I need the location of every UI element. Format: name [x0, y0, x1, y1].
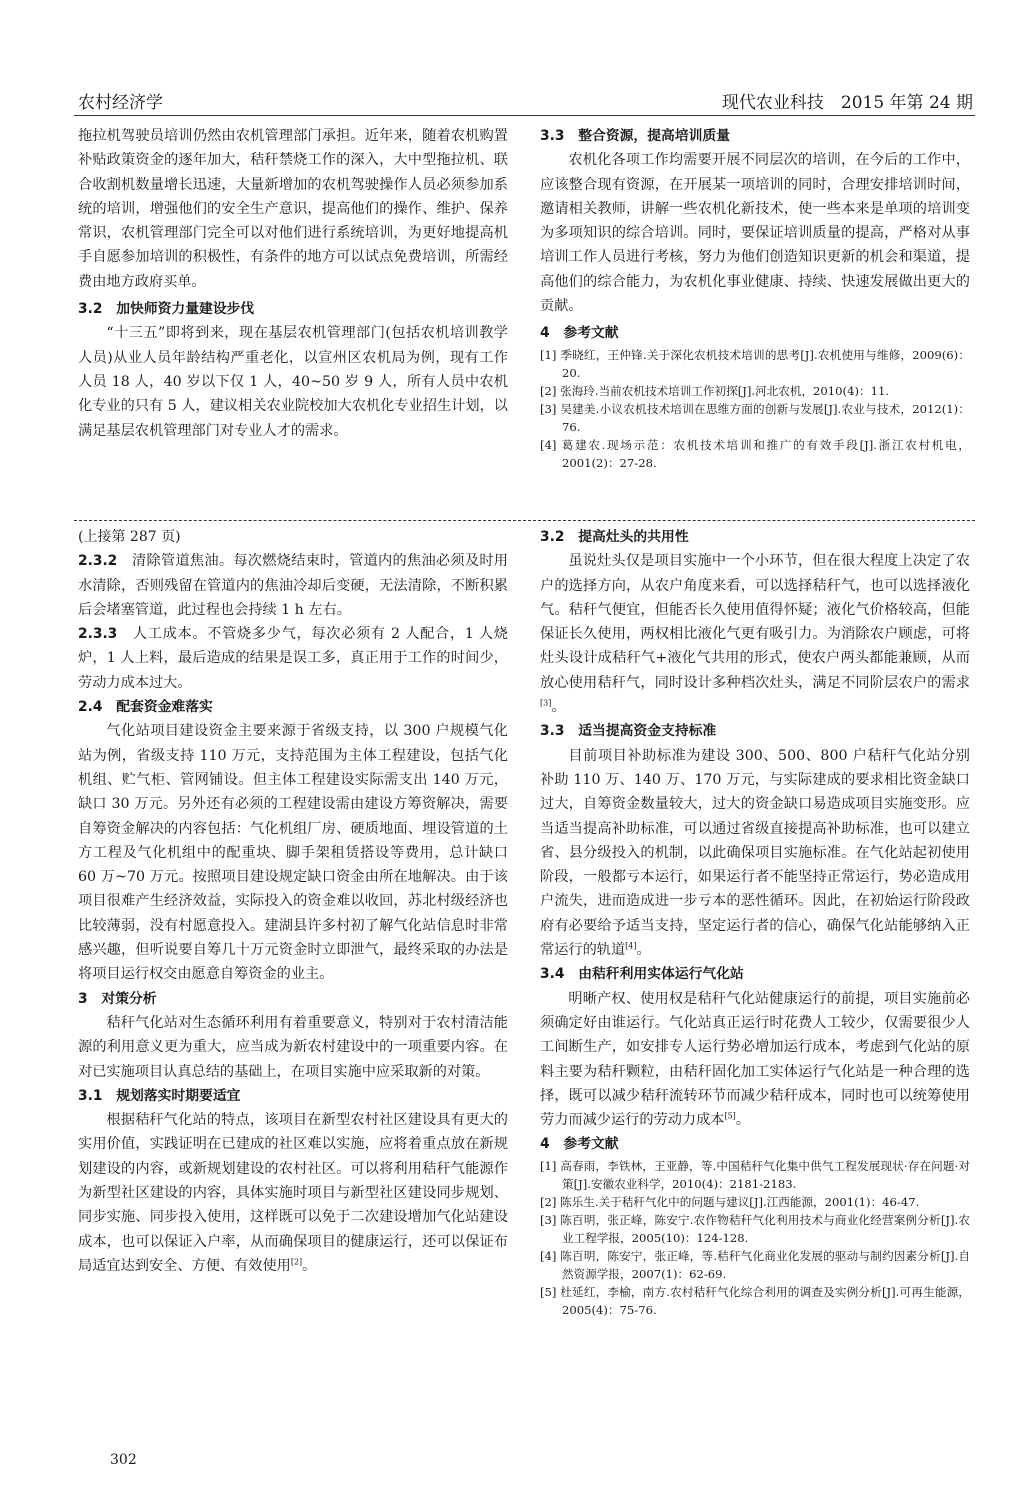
citation-2: [2] — [290, 1257, 303, 1267]
reference-item: [2] 张海玲.当前农机技术培训工作初探[J].河北农机，2010(4)：11. — [540, 383, 890, 398]
top-left-column — [78, 124, 508, 443]
heading-references-bottom: 4 参考文献 — [540, 1136, 619, 1153]
text-stove: 虽说灶头仅是项目实施中一个小环节，但在很大程度上决定了农户的选择方向，从农户角度来看，可以选择秸秆气，也可以选择液化气。秸秆气便宜，但能否长久使用值得怀疑；液化气价格较高，但能保证长久使用，两权相比液化气更有吸引力。为消除农户顾虑，可将灶头设计成秸秆气+液化气共用的形式，使农户两头都能兼顾，从而放心使用秸秆气，同时设计多种档次灶头，满足不同阶层农户的需求 — [540, 553, 970, 691]
bottom-left-column — [78, 525, 508, 1278]
text-2-3-3: 人工成本。不管烧多少气，每次必须有 2 人配合，1 人烧炉，1 人上料，最后造成的结果是误工多，真正用于工作的时间少，劳动力成本过大。 — [78, 626, 508, 691]
heading-3-2-faculty: 3.2 加快师资力量建设步伐 — [78, 301, 255, 318]
page-number: 302 — [110, 1452, 137, 1468]
heading-references-top: 4 参考文献 — [540, 325, 619, 342]
paragraph-countermeasures: 秸秆气化站对生态循环利用有着重要意义，特别对于农村清洁能源的利用意义更为重大，应当成为新农村建设中的一项重要内容。在对已实施项目认真总结的基础上，在项目实施中应采取新的对策。 — [78, 1014, 508, 1080]
reference-item: [1] 高春雨，李铁林，王亚静，等.中国秸秆气化集中供气工程发展现状·存在问题·对策[J].安徽农业科学，2010(4)：2181-2183. — [540, 1158, 970, 1191]
reference-item: [3] 吴建美.小议农机技术培训在思维方面的创新与发展[J].农业与技术，2012(1)：76. — [540, 401, 970, 434]
reference-item: [1] 季晓红，王仲锋.关于深化农机技术培训的思考[J].农机使用与维修，2009(6)：20. — [540, 347, 970, 380]
header-section-title: 农村经济学 — [78, 93, 163, 113]
heading-3-4-operation: 3.4 由秸秆利用实体运行气化站 — [540, 966, 744, 983]
paragraph-training-continued: 拖拉机驾驶员培训仍然由农机管理部门承担。近年来，随着农机购置补贴政策资金的逐年加大，秸秆禁烧工作的深入，大中型拖拉机、联合收割机数量增长迅速，大量新增加的农机驾驶操作人员必须参加系统的培训，增强他们的安全生产意识，提高他们的操作、维护、保养常识，农机管理部门完全可以对他们进行系统培训，为更好地提高机手自愿参加培训的积极性，有条件的地方可以试点免费培训，所需经费由地方政府买单。 — [78, 128, 508, 290]
top-right-column — [540, 124, 970, 472]
paragraph-stove — [540, 549, 970, 719]
heading-2-4-funds: 2.4 配套资金难落实 — [78, 699, 213, 716]
text-planning-end: 。 — [302, 1257, 317, 1274]
reference-list-bottom — [540, 1157, 970, 1319]
text-operation-end: 。 — [735, 1112, 750, 1129]
paragraph-resources: 农机化各项工作均需要开展不同层次的培训，在今后的工作中，应该整合现有资源，在开展某一项培训的同时，合理安排培训时间，邀请相关教师，讲解一些农机化新技术，使一些本来是单项的培训变为多项知识的综合培训。同时，要保证培训质量的提高，严格对从事培训工作人员进行考核，努力为他们创造知识更新的机会和渠道，提高他们的综合能力，为农机化事业健康、持续、快速发展做出更大的贡献。 — [540, 152, 970, 315]
reference-item: [4] 陈百明，陈安宁，张正峰，等.秸秆气化商业化发展的驱动与制约因素分析[J].自然资源学报，2007(1)：62-69. — [540, 1248, 970, 1281]
continued-from-note: (上接第 287 页) — [78, 529, 181, 545]
paragraph-operation — [540, 987, 970, 1133]
text-operation: 明晰产权、使用权是秸秆气化站健康运行的前提，项目实施前必须确定好由谁运行。气化站真正运行时花费人工较少，仅需要很少人工间断生产，如安排专人运行势必增加运行成本，考虑到气化站的原料主要为秸秆颗粒，由秸秆固化加工实体运行气化站是一种合理的选择，既可以减少秸秆流转环节而减少秸秆成本，同时也可以统筹使用劳力而减少运行的劳动力成本 — [540, 990, 970, 1129]
text-subsidy: 目前项目补助标准为建设 300、500、800 户秸秆气化站分别补助 110 万、140 万、170 万元，与实际建成的要求相比资金缺口过大，自筹资金数量较大，过大的资金缺口易造成项目实施变形。应当适当提高补助标准，可以通过省级直接提高补助标准，也可以建立省、县分级投入的机制，以此确保项目实施标准。在气化站起初使用阶段，一般都亏本运行，如果运行者不能坚持正常运行，势必造成用户流失，进而造成进一步亏本的恶性循环。因此，在初始运行阶段政府有必要给予适当支持，坚定运行者的信心，确保气化站能够纳入正常运行的轨道 — [540, 747, 970, 959]
heading-3-3-subsidy: 3.3 适当提高资金支持标准 — [540, 723, 717, 740]
text-2-3-2: 清除管道焦油。每次燃烧结束时，管道内的焦油必须及时用水清除，否则残留在管道内的焦油冷却后变硬，无法清除，不断积累后会堵塞管道，此过程也会持续 1 h 左右。 — [78, 553, 508, 618]
paragraph-subsidy — [540, 744, 970, 963]
citation-3: [3] — [540, 698, 552, 708]
reference-item: [3] 陈百明，张正峰，陈安宁.农作物秸秆气化利用技术与商业化经营案例分析[J].农业工程学报，2005(10)：124-128. — [540, 1212, 970, 1245]
reference-item: [5] 杜延红，李榆，南方.农村秸秆气化综合利用的调查及实例分析[J].可再生能源，2005(4)：75-76. — [540, 1284, 970, 1317]
paragraph-2-3-2 — [78, 549, 508, 622]
heading-3-countermeasures: 3 对策分析 — [78, 990, 157, 1007]
header-journal-issue: 现代农业科技 2015 年第 24 期 — [721, 93, 973, 113]
citation-4: [4] — [625, 941, 637, 951]
heading-3-1-planning: 3.1 规划落实时期要适宜 — [78, 1087, 241, 1104]
paragraph-funds: 气化站项目建设资金主要来源于省级支持，以 300 户规模气化站为例，省级支持 110 万元，支持范围为主体工程建设，包括气化机组、贮气柜、管网铺设。但主体工程建设实际需支出 140 万元，缺口 30 万元。另外还有必须的工程建设需由建设方筹资解决，需要自筹资金解决的内容包括：气化机组厂房、硬质地面、埋设管道的土方工程及气化机组中的配重块、脚手架租赁搭设等费用，总计缺口 60 万~70 万元。按照项目建设规定缺口资金由所在地解决。由于该项目很难产生经济效益，实际投入的资金难以收回，苏北村级经济也比较薄弱，没有村愿意投入。建湖县许多村初了解气化站信息时非常感兴趣，但听说要自筹几十万元资金时立即泄气，最终采取的办法是将项目运行权交由愿意自筹资金的业主。 — [78, 723, 508, 983]
paragraph-faculty: “十三五”即将到来，现在基层农机管理部门(包括农机培训教学人员)从业人员年龄结构严重老化，以宣州区农机局为例，现有工作人员 18 人，40 岁以下仅 1 人，40~50 岁 9 人，所有人员中农机化专业的只有 5 人，建议相关农业院校加大农机化专业招生计划，以满足基层农机管理部门对专业人才的需求。 — [78, 325, 508, 439]
section-number-2-3-2: 2.3.2 — [78, 553, 118, 570]
article-separator — [74, 520, 975, 521]
paragraph-2-3-3 — [78, 622, 508, 695]
text-stove-end: 。 — [551, 699, 566, 716]
bottom-right-column — [540, 525, 970, 1319]
reference-item: [2] 陈乐生.关于秸秆气化中的问题与建议[J].江西能源，2001(1)：46-47. — [540, 1194, 920, 1209]
text-subsidy-end: 。 — [636, 942, 651, 959]
reference-item: [4] 葛建农.现场示范：农机技术培训和推广的有效手段[J].浙江农村机电，2001(2)：27-28. — [540, 437, 970, 470]
heading-3-3-resources: 3.3 整合资源，提高培训质量 — [540, 128, 731, 144]
paragraph-planning — [78, 1108, 508, 1278]
section-number-2-3-3: 2.3.3 — [78, 626, 118, 643]
header-divider — [74, 115, 975, 116]
reference-list-top — [540, 346, 970, 472]
text-planning: 根据秸秆气化站的特点，该项目在新型农村社区建设具有更大的实用价值，实践证明在已建成的社区难以实施，应将着重点放在新规划建设的内容，或新规划建设的农村社区。可以将利用秸秆气能源作为新型社区建设的内容，具体实施时项目与新型社区建设同步规划、同步实施、同步投入使用，这样既可以免于二次建设增加气化站建设成本，也可以保证入户率，从而确保项目的健康运行，还可以保证布局适宜达到安全、方便、有效使用 — [78, 1112, 508, 1274]
heading-3-2-stove: 3.2 提高灶头的共用性 — [540, 529, 689, 545]
citation-5: [5] — [724, 1111, 736, 1121]
